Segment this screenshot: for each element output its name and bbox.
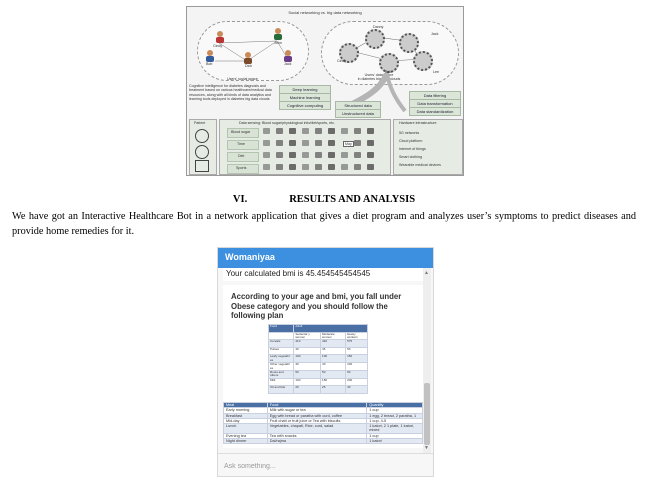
table-cell: 40: [294, 347, 321, 355]
table-row: [269, 340, 368, 348]
sensor-icon: [315, 152, 322, 158]
table-cell: Oil and fats: [269, 386, 294, 394]
meal-plan-table: [223, 402, 423, 444]
person-icon: [205, 50, 215, 62]
chat-app-title: Womaniyaa: [225, 252, 275, 262]
patient-label: Patient: [194, 121, 206, 125]
sensor-icon: [302, 164, 309, 170]
table-cell: Breakfast: [224, 413, 268, 418]
table-cell: 100: [294, 355, 321, 363]
table-cell: Cereals: [269, 340, 294, 348]
table-cell: Night dinner: [224, 439, 268, 444]
patient-face-icon: [195, 145, 209, 159]
sensor-icon: [315, 128, 322, 134]
table-cell: 50: [346, 347, 368, 355]
sensor-icon: [276, 128, 283, 134]
table-cell: Heavy workers: [346, 332, 368, 340]
meal-table-body: [224, 408, 423, 444]
sensor-icon: [354, 140, 361, 146]
sensor-icon: [341, 164, 348, 170]
table-cell: 440: [321, 340, 346, 348]
table-row: [269, 386, 368, 394]
gear-label: Bob: [385, 70, 392, 74]
social-space-label: Users' social space: [227, 77, 258, 81]
sensor-icon: [263, 140, 270, 146]
table-header-cell: Food: [267, 403, 367, 408]
section-number: VI.: [232, 194, 248, 205]
table-row: [224, 424, 423, 434]
sensor-icon-grid: [263, 127, 385, 173]
section-title: RESULTS AND ANALYSIS: [289, 194, 416, 205]
hardware-item: 5G networks: [399, 131, 420, 135]
sensor-icon: [289, 128, 296, 134]
calendar-month: May: [345, 142, 352, 146]
sensor-icon: [302, 128, 309, 134]
person-label: John: [274, 41, 282, 45]
figure-diagram: [186, 6, 464, 176]
table-cell: 20: [294, 386, 321, 394]
table-cell: 1 cup, 4-5: [367, 418, 423, 423]
row-label: Diet: [238, 154, 245, 158]
person-label: Jack: [284, 62, 292, 66]
table-cell: 50: [321, 370, 346, 378]
hardware-item: Smart clothing: [399, 155, 422, 159]
table-cell: 575: [346, 340, 368, 348]
table-cell: Lunch: [224, 424, 268, 434]
sensor-icon: [302, 140, 309, 146]
bmi-message: Your calculated bmi is 45.454545454545: [226, 269, 371, 278]
table-cell: 45: [321, 347, 346, 355]
table-header-row: [269, 325, 368, 333]
sensor-icon: [354, 128, 361, 134]
sensor-icon: [341, 152, 348, 158]
person-icon: [215, 31, 225, 43]
table-header-cell: Meal: [224, 403, 268, 408]
data-box: Unstructured data: [335, 109, 381, 118]
sensor-icon: [354, 164, 361, 170]
sensor-icon: [367, 128, 374, 134]
scroll-up-icon[interactable]: ▲: [424, 270, 429, 276]
figure-title: Social networking vs. big data networking: [288, 10, 362, 15]
table-cell: Vegetables, chapati, Rice, curd, salad: [267, 424, 367, 434]
table-cell: Dal/rajma: [267, 439, 367, 444]
gear-label: Lee: [433, 70, 439, 74]
right-box: Data transformation: [409, 99, 461, 108]
hardware-item: Internet of things: [399, 147, 426, 151]
table-cell: Milk: [269, 378, 294, 386]
person-label: Dick: [245, 64, 252, 68]
sensor-icon: [328, 128, 335, 134]
person-label: Bob: [206, 62, 213, 66]
sensor-icon: [367, 164, 374, 170]
table-cell: 150: [346, 355, 368, 363]
body-paragraph: We have got an Interactive Healthcare Bot in a network application that gives a diet program and analyzes user’s symptoms to predict diseases and provide home remedies for it.: [12, 211, 636, 237]
sensor-icon: [315, 140, 322, 146]
sensor-icon: [289, 164, 296, 170]
table-cell: Roots and tubers: [269, 370, 294, 378]
hardware-item: Cloud platform: [399, 139, 423, 143]
table-cell: Leafy vegetabl es: [269, 355, 294, 363]
gear-icon: [365, 29, 385, 49]
input-divider: [218, 453, 433, 454]
gear-label: Danny: [373, 25, 384, 29]
sensor-icon: [341, 128, 348, 134]
gear-label: Jack: [431, 32, 439, 36]
sensor-icon: [328, 140, 335, 146]
table-row: [224, 439, 423, 444]
section-heading: [0, 194, 648, 205]
table-cell: 410: [294, 340, 321, 348]
row-label: Sports: [236, 166, 247, 170]
table-cell: 1 cup: [367, 433, 423, 438]
data-space-label: Users' data space in diabetes big data clouds: [357, 73, 401, 82]
ml-box: Deep learning: [279, 85, 331, 94]
gear-icon: [399, 33, 419, 53]
table-cell: Evening tea: [224, 433, 268, 438]
advice-message: According to your age and bmi, you fall under Obese category and you should follow the following plan: [231, 292, 402, 321]
person-icon: [243, 52, 253, 64]
table-cell: Pulses: [269, 347, 294, 355]
patient-face-icon: [195, 129, 209, 143]
table-header-cell: Food: [269, 325, 294, 333]
device-icon: [195, 160, 209, 172]
table-cell: 40: [294, 363, 321, 371]
data-box: Structured data: [335, 101, 381, 110]
person-label: Cindy: [213, 44, 223, 48]
sensor-icon: [302, 152, 309, 158]
table-cell: 1 katori, 2 1 plate, 1 katori, mixed: [367, 424, 423, 434]
table-cell: 25: [321, 386, 346, 394]
chat-message-input[interactable]: [224, 460, 424, 472]
table-cell: Tea with snacks: [267, 433, 367, 438]
table-header-cell: Adult: [294, 325, 368, 333]
table-subheader-row: [269, 332, 368, 340]
person-icon: [273, 28, 283, 40]
table-cell: 1 katori: [367, 439, 423, 444]
table-cell: Early morning: [224, 408, 268, 413]
table-cell: 60: [346, 370, 368, 378]
chatbot-screenshot: [217, 247, 434, 477]
table-cell: Sedentar y women: [294, 332, 321, 340]
sensing-label: Data sensing: Blood sugar/physiological info/diet/sports, etc.: [239, 121, 335, 125]
sensor-icon: [354, 152, 361, 158]
gear-label: Cindy: [337, 59, 347, 63]
table-cell: 50: [294, 370, 321, 378]
sensor-icon: [367, 152, 374, 158]
food-table-body: [269, 340, 368, 393]
sensor-icon: [263, 128, 270, 134]
table-cell: 1 egg, 2 bread, 2 paratha, 1: [367, 413, 423, 418]
table-cell: Mid-day: [224, 418, 268, 423]
sensor-icon: [263, 152, 270, 158]
table-cell: 1 cup: [367, 408, 423, 413]
row-label: Time: [237, 142, 245, 146]
gear-icon: [413, 51, 433, 71]
sensor-icon: [263, 164, 270, 170]
table-cell: 150: [321, 378, 346, 386]
ml-box: Machine learning: [279, 93, 331, 102]
sensor-icon: [276, 164, 283, 170]
sensor-icon: [276, 152, 283, 158]
scrollbar-thumb[interactable]: [424, 383, 430, 445]
table-cell: Milk with sugar or tea: [267, 408, 367, 413]
person-icon: [283, 50, 293, 62]
scroll-down-icon[interactable]: ▼: [424, 445, 429, 451]
sensor-icon: [289, 140, 296, 146]
ml-box: Cognitive computing: [279, 101, 331, 110]
hardware-label: Hardware infrastructure: [399, 121, 437, 125]
table-cell: 40: [346, 386, 368, 394]
food-quantity-table: [268, 324, 368, 394]
table-cell: Other vegetabl es: [269, 363, 294, 371]
table-header-cell: Quantity: [367, 403, 423, 408]
table-cell: 40: [321, 363, 346, 371]
sensor-icon: [276, 140, 283, 146]
cognitive-text: Cognitive intelligence for diabetes diagnosis and treatment based on various healthcare/medical data resources, along with all kinds of data analytics and learning tools deployed in diabetes big data clouds: [189, 84, 272, 102]
table-cell: 100: [346, 363, 368, 371]
table-cell: 200: [346, 378, 368, 386]
table-cell: Moderate women: [321, 332, 346, 340]
hardware-item: Wearable medical devices: [399, 163, 441, 167]
sensor-icon: [289, 152, 296, 158]
table-cell: Egg with bread or paratha with curd, coffee: [267, 413, 367, 418]
table-cell: 100: [321, 355, 346, 363]
sensor-icon: [367, 140, 374, 146]
table-row: [269, 370, 368, 378]
row-label: Blood sugar: [231, 130, 251, 134]
table-cell: 100: [294, 378, 321, 386]
right-box: Data standardization: [409, 107, 461, 116]
sensor-icon: [328, 164, 335, 170]
sensor-icon: [328, 152, 335, 158]
right-box: Data filtering: [409, 91, 461, 100]
sensor-icon: [315, 164, 322, 170]
table-cell: Fruit chatt or fruit juice or Tea with biscuits: [267, 418, 367, 423]
